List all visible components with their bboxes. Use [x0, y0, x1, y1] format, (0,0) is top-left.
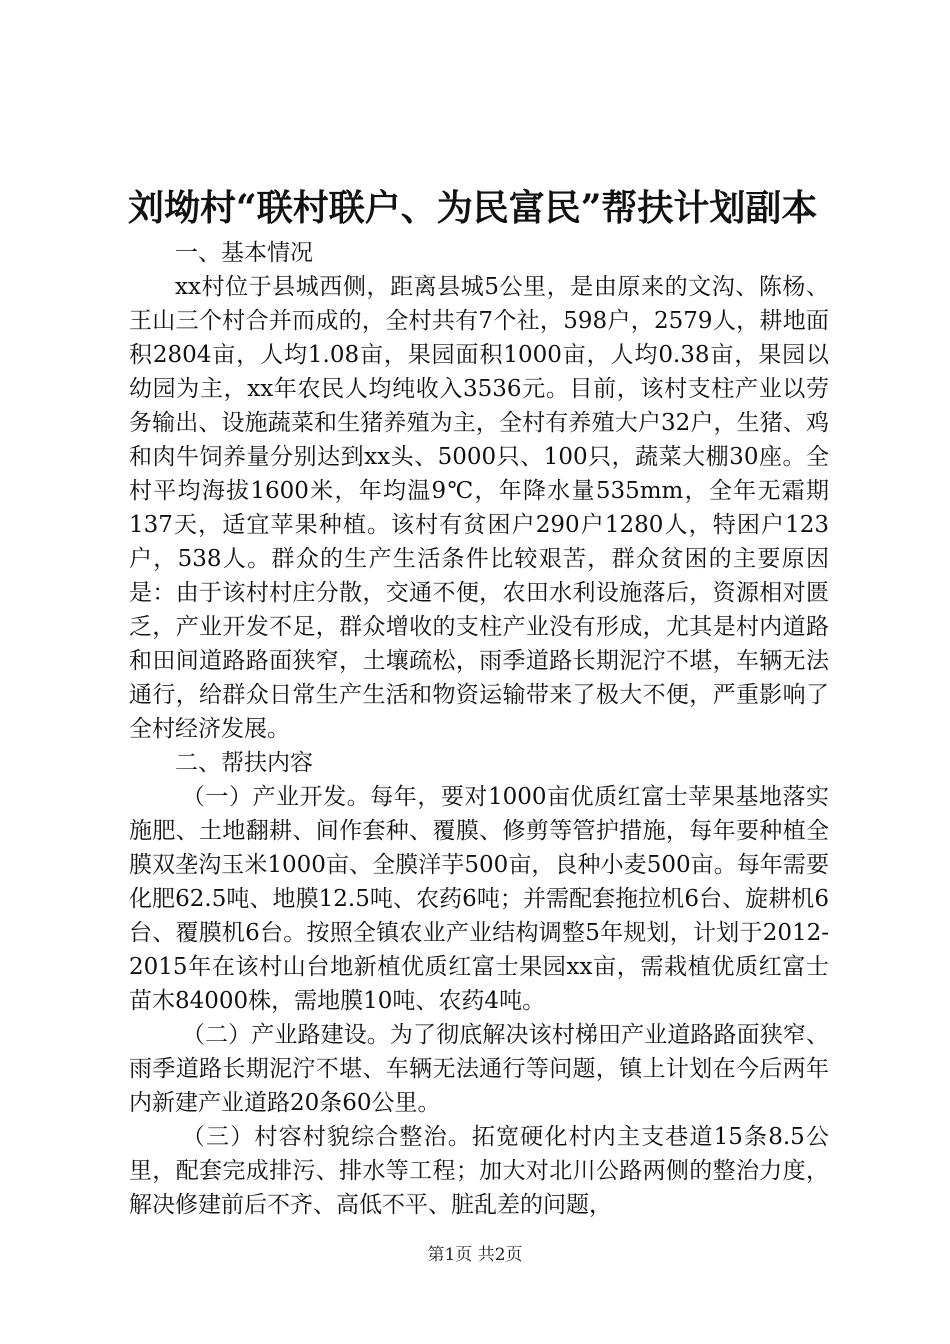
- page-number-footer: 第1页 共2页: [427, 1245, 523, 1265]
- paragraph: （二）产业路建设。为了彻底解决该村梯田产业道路路面狭窄、雨季道路长期泥泞不堪、车辆无法通行等问题，镇上计划在今后两年内新建产业道路20条60公里。: [129, 1022, 829, 1116]
- paragraph: xx村位于县城西侧，距离县城5公里，是由原来的文沟、陈杨、王山三个村合并而成的，全村共有7个社，598户，2579人，耕地面积2804亩，人均1.08亩，果园面积1000亩，人均0.38亩，果园以幼园为主，xx年农民人均纯收入3536元。目前，该村支柱产业以劳务输出、设施蔬菜和生猪养殖为主，全村有养殖大户32户，生猪、鸡和肉牛饲养量分别达到xx头、5000只、100只，蔬菜大棚30座。全村平均海拔1600米，年均温9℃，年降水量535mm，全年无霜期137天，适宜苹果种植。该村有贫困户290户1280人，特困户123户，538人。群众的生产生活条件比较艰苦，群众贫困的主要原因是：由于该村村庄分散，交通不便，农田水利设施落后，资源相对匮乏，产业开发不足，群众增收的支柱产业没有形成，尤其是村内道路和田间道路路面狭窄，土壤疏松，雨季道路长期泥泞不堪，车辆无法通行，给群众日常生产生活和物资运输带来了极大不便，严重影响了全村经济发展。: [129, 274, 829, 742]
- paragraph: （三）村容村貌综合整治。拓宽硬化村内主支巷道15条8.5公里，配套完成排污、排水等工程；加大对北川公路两侧的整治力度，解决修建前后不齐、高低不平、脏乱差的问题，: [129, 1124, 829, 1218]
- document-title: 刘坳村“联村联户、为民富民”帮扶计划副本: [128, 187, 818, 229]
- section-heading: 二、帮扶内容: [175, 750, 313, 776]
- document-body: [129, 236, 829, 1222]
- paragraph: （一）产业开发。每年，要对1000亩优质红富士苹果基地落实施肥、土地翻耕、间作套种、覆膜、修剪等管护措施，每年要种植全膜双垄沟玉米1000亩、全膜洋芋500亩，良种小麦500亩。每年需要化肥62.5吨、地膜12.5吨、农药6吨；并需配套拖拉机6台、旋耕机6台、覆膜机6台。按照全镇农业产业结构调整5年规划，计划于2012-2015年在该村山台地新植优质红富士果园xx亩，需栽植优质红富士苗木84000株，需地膜10吨、农药4吨。: [129, 784, 829, 1014]
- section-heading: 一、基本情况: [175, 240, 313, 266]
